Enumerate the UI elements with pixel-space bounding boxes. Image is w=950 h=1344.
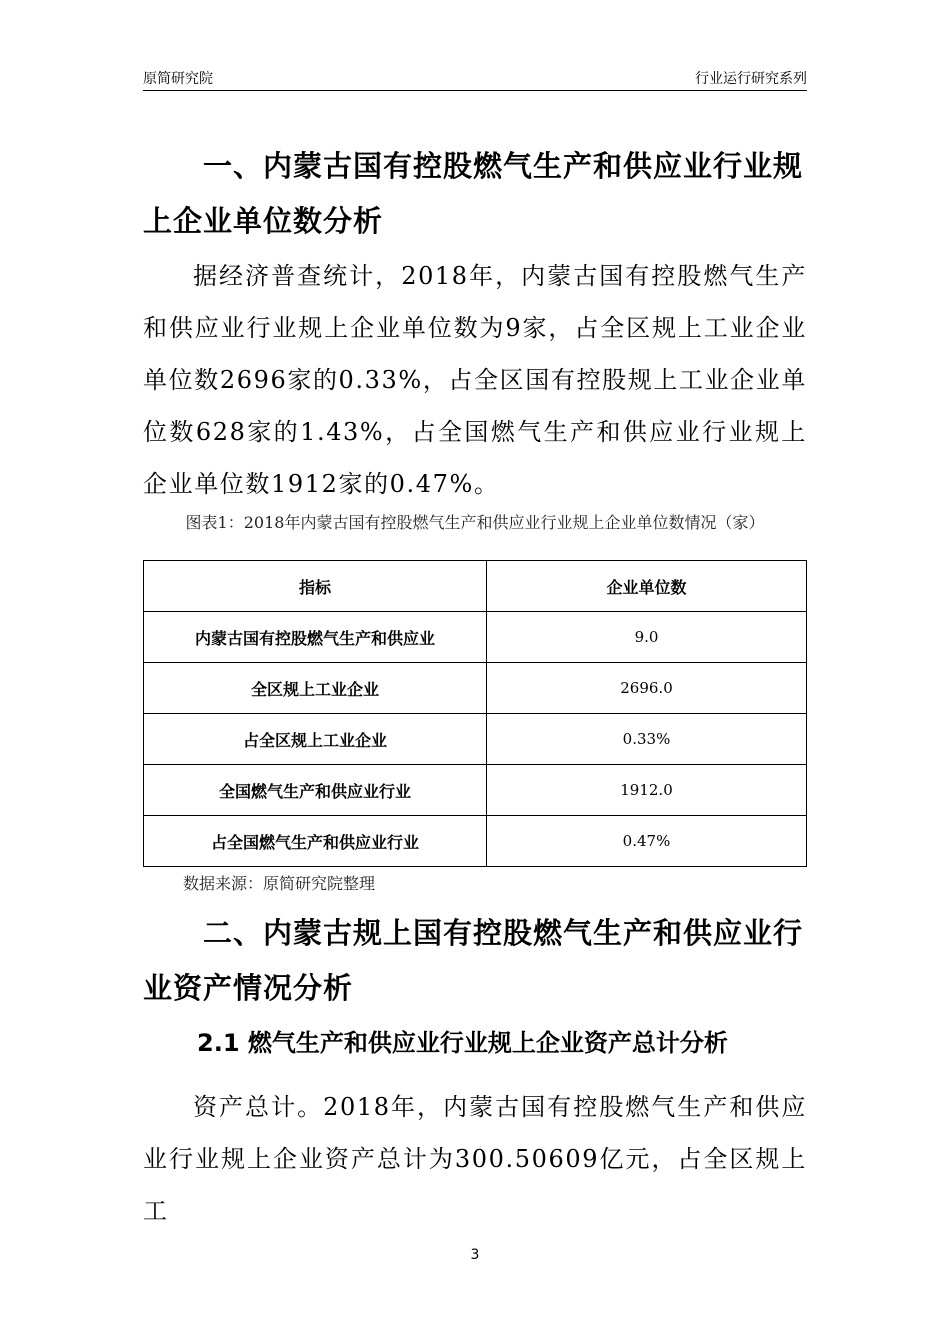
table-header-row	[144, 561, 807, 612]
section1-paragraph: 据经济普查统计，2018年，内蒙古国有控股燃气生产和供应业行业规上企业单位数为9家，占全区规上工业企业单位数2696家的0.33%，占全区国有控股规上工业企业单位数628家的1.43%，占全国燃气生产和供应业行业规上企业单位数1912家的0.47%。	[143, 262, 807, 498]
header-org-name: 原简研究院	[143, 71, 213, 87]
row-value: 0.33%	[487, 714, 807, 765]
header-series-name: 行业运行研究系列	[695, 71, 807, 87]
page-header	[143, 66, 807, 91]
row-value: 0.47%	[487, 816, 807, 867]
row-label: 占全区规上工业企业	[144, 714, 487, 765]
table-row	[144, 765, 807, 816]
section2-heading: 二、内蒙古规上国有控股燃气生产和供应业行业资产情况分析	[143, 916, 804, 1005]
row-label: 全区规上工业企业	[144, 663, 487, 714]
section1-heading: 一、内蒙古国有控股燃气生产和供应业行业规上企业单位数分析	[143, 149, 804, 238]
table-row	[144, 714, 807, 765]
table-row	[144, 816, 807, 867]
table-header-indicator: 指标	[144, 561, 487, 612]
table-source-note: 数据来源：原简研究院整理	[183, 874, 376, 893]
enterprise-count-table	[143, 560, 807, 867]
row-label: 内蒙古国有控股燃气生产和供应业	[144, 612, 487, 663]
row-value: 2696.0	[487, 663, 807, 714]
row-label: 全国燃气生产和供应业行业	[144, 765, 487, 816]
row-label: 占全国燃气生产和供应业行业	[144, 816, 487, 867]
section2-paragraph: 资产总计。2018年，内蒙古国有控股燃气生产和供应业行业规上企业资产总计为300.50609亿元，占全区规上工	[143, 1093, 807, 1225]
section2-subheading: 2.1 燃气生产和供应业行业规上企业资产总计分析	[197, 1029, 728, 1057]
row-value: 9.0	[487, 612, 807, 663]
table-header-count: 企业单位数	[487, 561, 807, 612]
table-caption: 图表1：2018年内蒙古国有控股燃气生产和供应业行业规上企业单位数情况（家）	[185, 513, 765, 532]
row-value: 1912.0	[487, 765, 807, 816]
table-row	[144, 663, 807, 714]
table-row	[144, 612, 807, 663]
page-number: 3	[470, 1247, 480, 1263]
